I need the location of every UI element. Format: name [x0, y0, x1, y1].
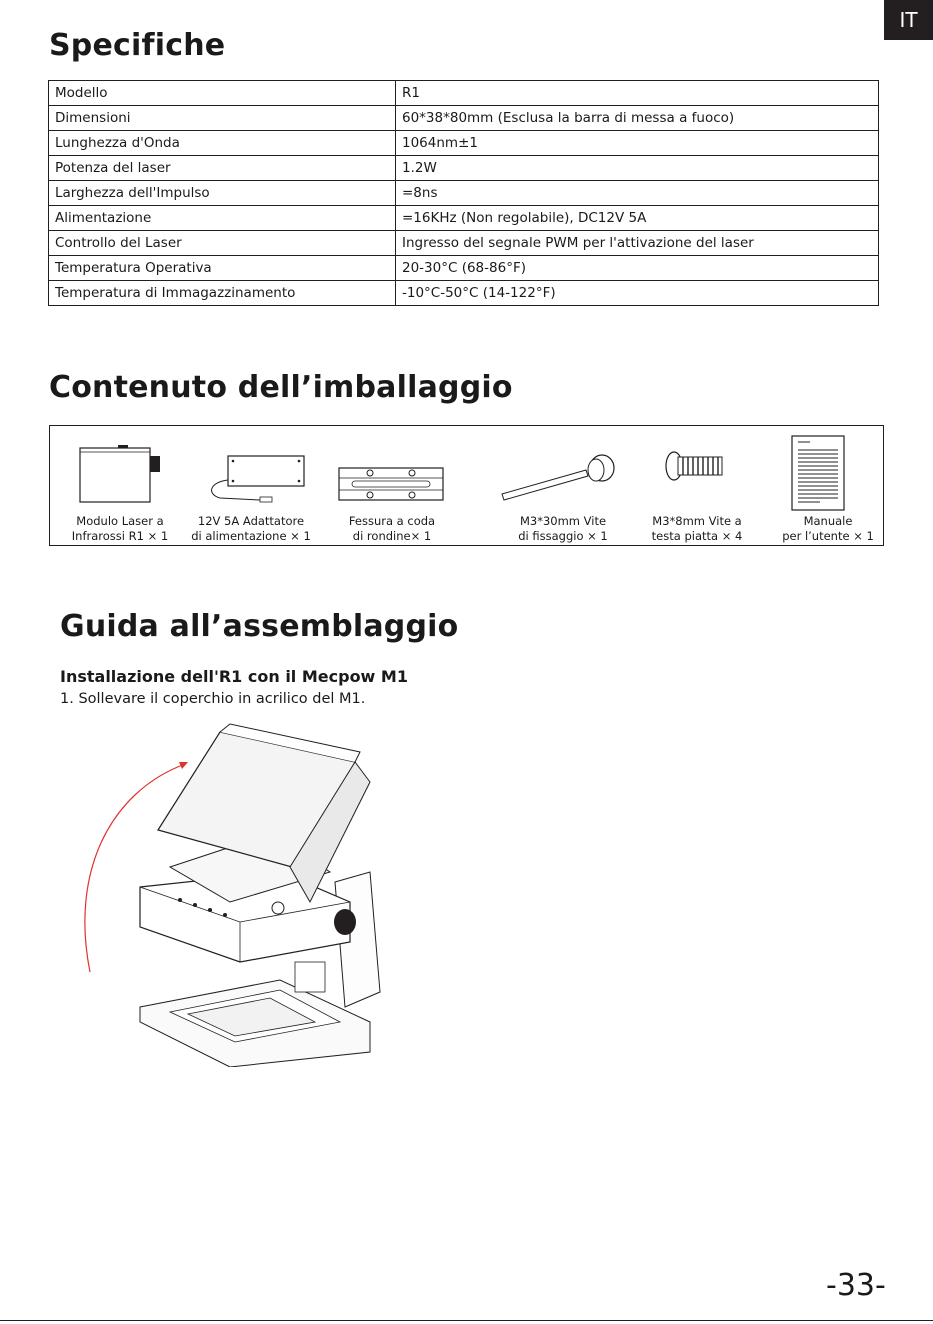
specs-table — [48, 80, 879, 306]
manual-icon — [790, 434, 846, 512]
assembly-subtitle: Installazione dell'R1 con il Mecpow M1 — [60, 667, 408, 686]
package-item-label-line2: di fissaggio × 1 — [518, 529, 608, 543]
package-item-label-line1: 12V 5A Adattatore — [197, 514, 305, 528]
package-title: Contenuto dell’imballaggio — [49, 370, 513, 405]
package-item-label-line2: per l’utente × 1 — [782, 529, 874, 543]
spec-key: Potenza del laser — [49, 156, 396, 181]
bottom-rule — [0, 1320, 933, 1321]
spec-row — [49, 256, 879, 281]
short-screw-icon — [664, 448, 726, 484]
package-item-laser-module — [70, 426, 200, 547]
spec-key: Temperatura di Immagazzinamento — [49, 281, 396, 306]
assembly-title: Guida all’assemblaggio — [60, 609, 459, 644]
spec-value: 1.2W — [396, 156, 879, 181]
assembly-step-1: 1. Sollevare il coperchio in acrilico del M1. — [60, 691, 366, 707]
spec-key: Alimentazione — [49, 206, 396, 231]
package-item-label-line1: M3*30mm Vite — [519, 514, 607, 528]
package-item-label-line1: Fessura a coda — [348, 514, 436, 528]
machine-lid-illustration — [70, 722, 430, 1067]
spec-row — [49, 181, 879, 206]
package-item-label-line1: Manuale — [803, 514, 853, 528]
package-item-label-line2: testa piatta × 4 — [651, 529, 743, 543]
spec-row — [49, 281, 879, 306]
spec-key: Larghezza dell'Impulso — [49, 181, 396, 206]
spec-value: 60*38*80mm (Esclusa la barra di messa a fuoco) — [396, 106, 879, 131]
spec-row — [49, 131, 879, 156]
spec-row — [49, 81, 879, 106]
spec-key: Dimensioni — [49, 106, 396, 131]
spec-value: R1 — [396, 81, 879, 106]
spec-row — [49, 106, 879, 131]
package-item-label-line2: Infrarossi R1 × 1 — [71, 529, 169, 543]
spec-key: Modello — [49, 81, 396, 106]
lift-arrow — [85, 764, 185, 972]
package-item-long-screw — [498, 426, 628, 547]
spec-value: -10°C-50°C (14-122°F) — [396, 281, 879, 306]
package-item-manual — [772, 426, 884, 547]
spec-key: Controllo del Laser — [49, 231, 396, 256]
spec-key: Temperatura Operativa — [49, 256, 396, 281]
spec-value: 20-30°C (68-86°F) — [396, 256, 879, 281]
dovetail-slot-icon — [338, 466, 444, 502]
specs-title: Specifiche — [49, 28, 226, 63]
package-contents-box — [49, 425, 884, 546]
spec-row — [49, 231, 879, 256]
long-screw-icon — [498, 454, 618, 504]
package-item-short-screw — [642, 426, 752, 547]
package-item-label-line2: di alimentazione × 1 — [191, 529, 311, 543]
spec-key: Lunghezza d'Onda — [49, 131, 396, 156]
spec-row — [49, 156, 879, 181]
power-adapter-icon — [200, 454, 310, 506]
package-item-label-line1: M3*8mm Vite a — [652, 514, 742, 528]
spec-value: =16KHz (Non regolabile), DC12V 5A — [396, 206, 879, 231]
spec-value: 1064nm±1 — [396, 131, 879, 156]
page-number: -33- — [826, 1268, 886, 1303]
package-item-power-adapter — [190, 426, 320, 547]
package-item-label-line1: Modulo Laser a — [76, 514, 164, 528]
spec-row — [49, 206, 879, 231]
spec-value: =8ns — [396, 181, 879, 206]
package-item-label-line2: di rondine× 1 — [352, 529, 432, 543]
language-tab: IT — [884, 0, 933, 40]
package-item-dovetail-slot — [332, 426, 452, 547]
laser-module-icon — [78, 442, 188, 506]
spec-value: Ingresso del segnale PWM per l'attivazione del laser — [396, 231, 879, 256]
